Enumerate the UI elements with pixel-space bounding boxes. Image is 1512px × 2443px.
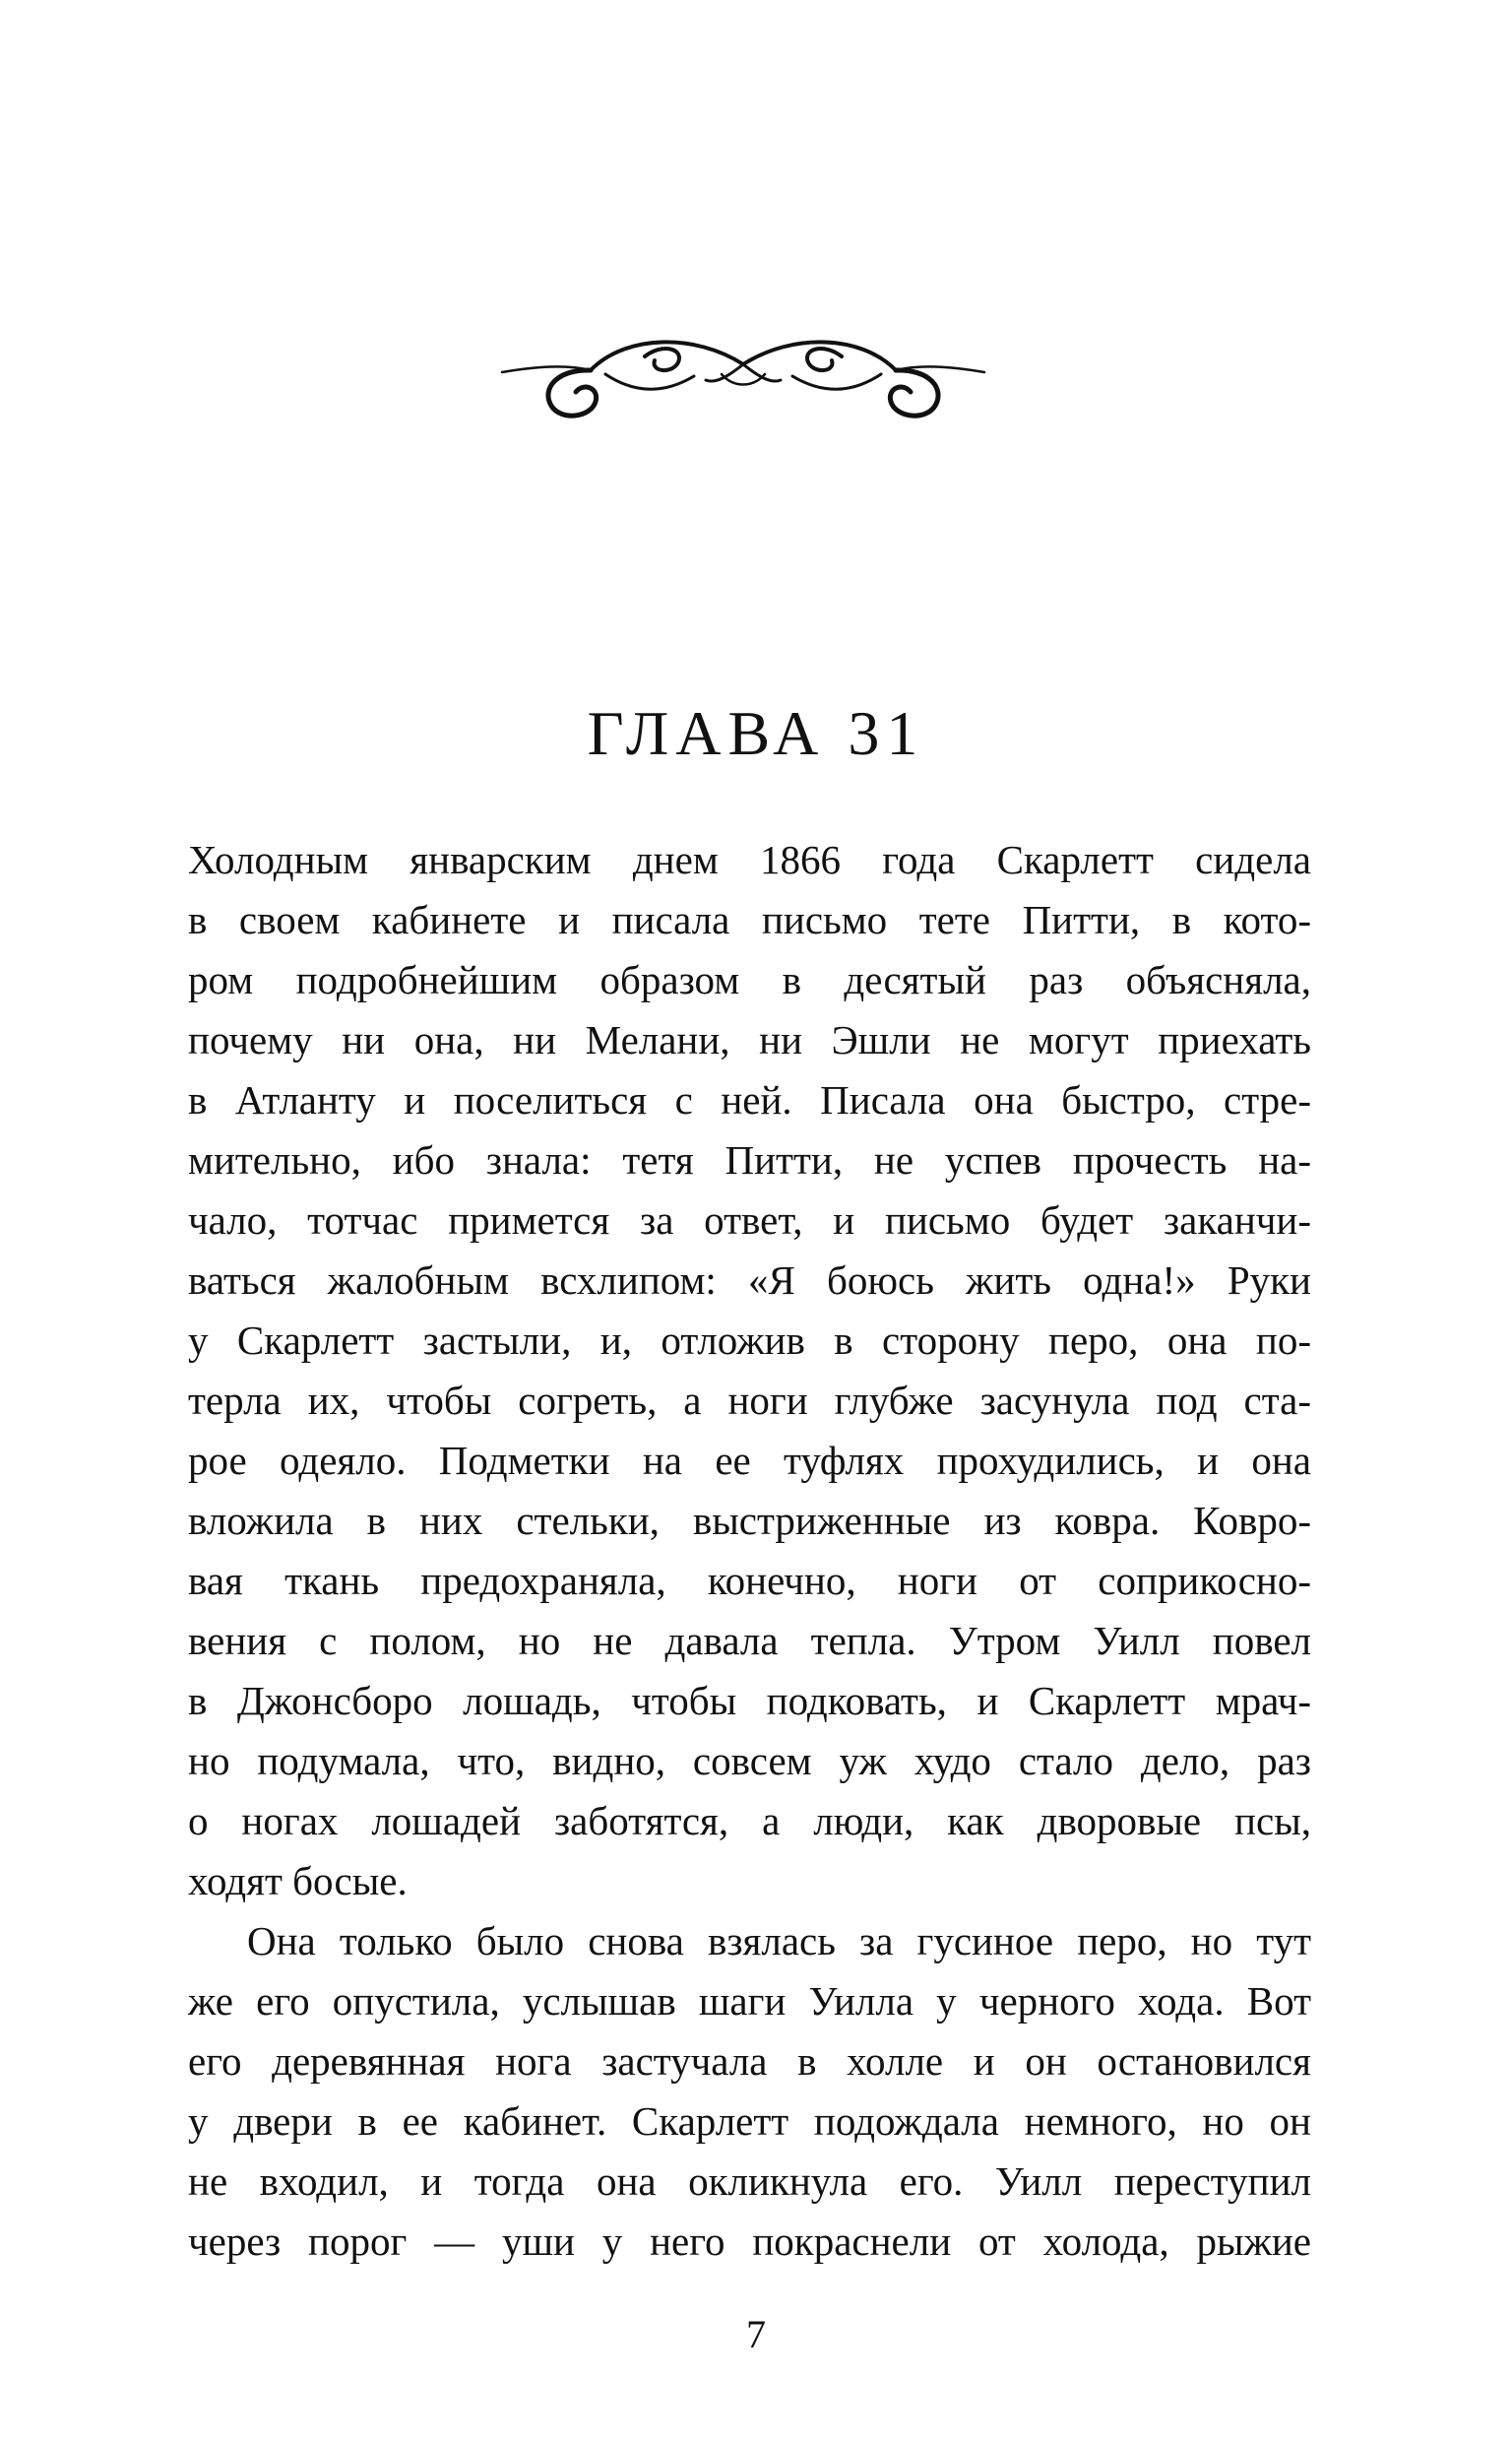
body-text: [188, 830, 1311, 2272]
text-line: почему ни она, ни Мелани, ни Эшли не могут приехать: [188, 1017, 1311, 1062]
text-line: чало, тотчас примется за ответ, и письмо будет заканчи-: [188, 1197, 1311, 1243]
text-line: ром подробнейшим образом в десятый раз объясняла,: [188, 957, 1311, 1002]
text-line: рое одеяло. Подметки на ее туфлях прохудились, и она: [188, 1438, 1311, 1483]
text-line: же его опустила, услышав шаги Уилла у черного хода. Вот: [188, 1978, 1311, 2024]
text-line: его деревянная нога застучала в холле и он остановился: [188, 2038, 1311, 2084]
text-line: ходят босые.: [188, 1858, 408, 1903]
text-line: в Атланту и поселиться с ней. Писала она быстро, стре-: [188, 1077, 1311, 1123]
text-line: вложила в них стельки, выстриженные из ковра. Ковро-: [188, 1498, 1311, 1543]
text-line: вения с полом, но не давала тепла. Утром Уилл повел: [188, 1618, 1311, 1663]
text-line: не входил, и тогда она окликнула его. Уилл переступил: [188, 2158, 1311, 2204]
text-line: терла их, чтобы согреть, а ноги глубже засунула под ста-: [188, 1378, 1311, 1423]
text-line: Она только было снова взялась за гусиное перо, но тут: [247, 1918, 1311, 1963]
chapter-title: ГЛАВА 31: [587, 698, 925, 768]
text-line: вая ткань предохраняла, конечно, ноги от соприкосно-: [188, 1558, 1311, 1603]
text-line: мительно, ибо знала: тетя Питти, не успев прочесть на-: [188, 1137, 1311, 1183]
text-line: у двери в ее кабинет. Скарлетт подождала немного, но он: [188, 2098, 1311, 2144]
page-number: 7: [746, 2312, 766, 2356]
flourish-ornament-icon: [497, 315, 989, 423]
paragraph: [188, 830, 1311, 1911]
text-line: через порог — уши у него покраснели от холода, рыжие: [188, 2218, 1311, 2264]
text-line: в своем кабинете и писала письмо тете Питти, в кото-: [188, 897, 1311, 942]
text-line: у Скарлетт застыли, и, отложив в сторону перо, она по-: [188, 1318, 1311, 1363]
text-line: в Джонсборо лошадь, чтобы подковать, и Скарлетт мрач-: [188, 1678, 1311, 1723]
text-line: но подумала, что, видно, совсем уж худо стало дело, раз: [188, 1738, 1311, 1783]
paragraph: [188, 1911, 1311, 2272]
text-line: о ногах лошадей заботятся, а люди, как дворовые псы,: [188, 1798, 1311, 1843]
text-line: Холодным январским днем 1866 года Скарлетт сидела: [188, 837, 1311, 882]
text-line: ваться жалобным всхлипом: «Я боюсь жить одна!» Руки: [188, 1257, 1311, 1303]
